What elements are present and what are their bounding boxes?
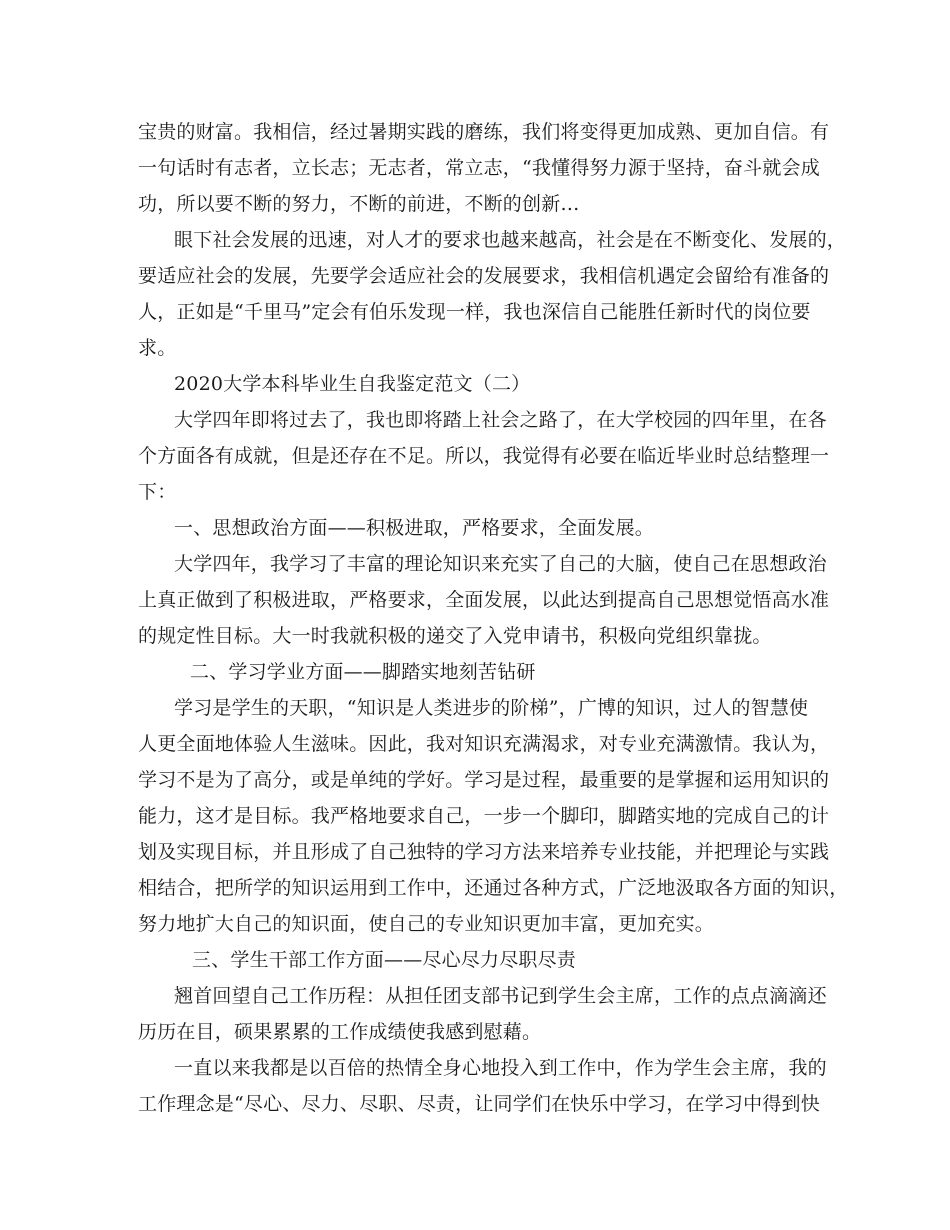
section-title: 2020大学本科毕业生自我鉴定范文（二） [174,373,531,395]
section-heading: 二、学习学业方面——脚踏实地刻苦钻研 [190,661,536,683]
body-text-line: 宝贵的财富。我相信，经过暑期实践的磨练，我们将变得更加成熟、更加自信。有 [138,121,830,143]
body-text-line: 下： [138,481,177,503]
paragraph-first-line: 大学四年，我学习了丰富的理论知识来充实了自己的大脑，使自己在思想政治 [174,553,827,575]
body-text-line: 历历在目，硕果累累的工作成绩使我感到慰藉。 [138,1021,542,1043]
body-text-line: 个方面各有成就，但是还存在不足。所以，我觉得有必要在临近毕业时总结整理一 [138,445,830,467]
body-text-line: 划及实现目标，并且形成了自己独特的学习方法来培养专业技能，并把理论与实践 [138,841,830,863]
body-text-line: 能力，这才是目标。我严格地要求自己，一步一个脚印，脚踏实地的完成自己的计 [138,805,830,827]
body-text-line: 人，正如是“千里马”定会有伯乐发现一样，我也深信自己能胜任新时代的岗位要 [138,301,811,323]
paragraph-first-line: 学习是学生的天职，“知识是人类进步的阶梯”，广博的知识，过人的智慧使 [174,697,809,719]
paragraph-first-line: 一直以来我都是以百倍的热情全身心地投入到工作中，作为学生会主席，我的 [174,1057,827,1079]
section-heading: 一、思想政治方面——积极进取，严格要求，全面发展。 [174,517,655,539]
body-text-line: 学习不是为了高分，或是单纯的学好。学习是过程，最重要的是掌握和运用知识的 [138,769,830,791]
body-text-line: 要适应社会的发展，先要学会适应社会的发展要求，我相信机遇定会留给有准备的 [138,265,830,287]
body-text-line: 上真正做到了积极进取，严格要求，全面发展，以此达到提高自己思想觉悟高水准 [138,589,830,611]
paragraph-first-line: 眼下社会发展的迅速，对人才的要求也越来越高，社会是在不断变化、发展的， [174,229,847,251]
paragraph-first-line: 大学四年即将过去了，我也即将踏上社会之路了，在大学校园的四年里，在各 [174,409,827,431]
body-text-line: 功，所以要不断的努力，不断的前进，不断的创新… [138,193,580,215]
body-text-line: 一句话时有志者，立长志；无志者，常立志，“我懂得努力源于坚持，奋斗就会成 [138,157,820,179]
body-text-line: 求。 [138,337,177,359]
body-text-line: 相结合，把所学的知识运用到工作中，还通过各种方式，广泛地汲取各方面的知识， [138,877,849,899]
body-text-line: 努力地扩大自己的知识面，使自己的专业知识更加丰富，更加充实。 [138,913,715,935]
body-text-line: 的规定性目标。大一时我就积极的递交了入党申请书，积极向党组织靠拢。 [138,625,772,647]
paragraph-first-line: 翘首回望自己工作历程：从担任团支部书记到学生会主席，工作的点点滴滴还 [174,985,827,1007]
section-heading: 三、学生干部工作方面——尽心尽力尽职尽责 [192,949,577,971]
body-text-line: 工作理念是“尽心、尽力、尽职、尽责，让同学们在快乐中学习，在学习中得到快 [138,1093,820,1115]
body-text-line: 人更全面地体验人生滋味。因此，我对知识充满渴求，对专业充满激情。我认为， [138,733,830,755]
